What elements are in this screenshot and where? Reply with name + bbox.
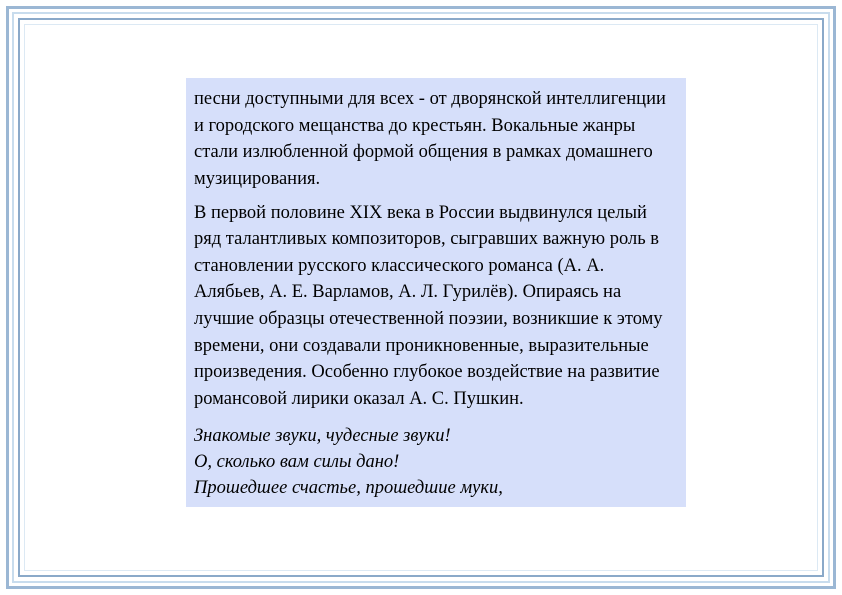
verse-line-2: О, сколько вам силы дано!	[194, 451, 400, 472]
verse-line-1: Знакомые звуки, чудесные звуки!	[194, 425, 451, 446]
paragraph-2: В первой половине XIX века в России выдвинулся целый ряд талантливых композиторов, сыгравших важную роль в становлении русского классического романса (А. А. Алябьев, А. Е. Варламов, А. Л. Гурилёв). Опираясь на лучшие образцы отечественной поэзии, возникшие к этому времени, они создавали проникновенные, выразительные произведения. Особенно глубокое воздействие на развитие романсовой лирики оказал А. С. Пушкин.	[194, 202, 663, 409]
content-text-block	[186, 78, 686, 507]
paragraph-1: песни доступными для всех - от дворянской интеллигенции и городского мещанства до крестьян. Вокальные жанры стали излюбленной формой общения в рамках домашнего музицирования.	[194, 89, 666, 189]
verse-line-3: Прошедшее счастье, прошедшие муки,	[194, 478, 503, 499]
verse-block	[194, 423, 678, 502]
